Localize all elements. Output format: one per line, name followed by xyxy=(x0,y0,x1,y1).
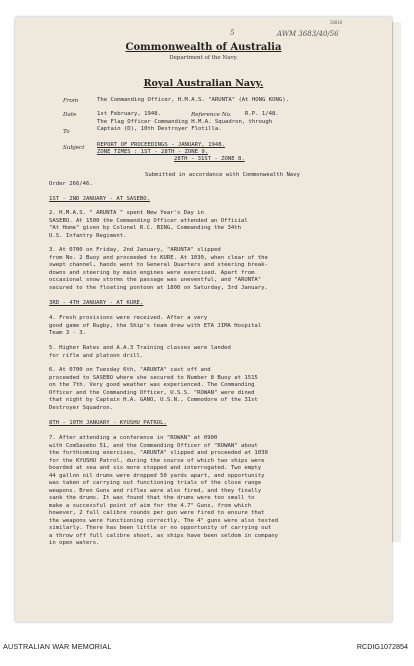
section-heading: 1ST - 2ND JANUARY - AT SASEBO. xyxy=(49,196,151,202)
subject-label: Subject xyxy=(63,145,85,151)
service-heading: Royal Australian Navy. xyxy=(143,78,264,89)
paragraph-line: was taken of carrying out functioning trials of the close range xyxy=(49,480,262,486)
reference-value: R.P. 1/48. xyxy=(245,111,279,117)
date-value: 1st February, 1948. xyxy=(97,111,161,117)
reference-label: Reference No. xyxy=(191,112,232,118)
paragraph-line: 6. At 0700 on Tuesday 6th, "ARUNTA" cast off and xyxy=(49,367,211,373)
to-value-line1: The Flag Officer Commanding H.M.A. Squadron, through xyxy=(97,119,273,125)
from-value: The Commanding Officer, H.M.A.S. "ARUNTA" (At HONG KONG). xyxy=(97,97,289,103)
record-id: RCDIG1072854 xyxy=(356,642,408,651)
paragraph-line: Officer and the Commanding Officer, U.S.S. "ROWAN" were dined xyxy=(49,389,255,396)
subject-line2: ZONE TIMES : 1ST - 28TH - ZONE 9. xyxy=(97,149,209,155)
paragraph-line: a throw off full calibre shoot, as ships have been seldom in company xyxy=(49,532,279,539)
paragraph-line: weapons. Bren Guns and rifles were also fired, and they finally xyxy=(49,487,262,494)
reference-stamp: 20018 xyxy=(330,20,343,25)
paragraph-line: the weapons were functioning correctly. The 4" guns were also tested xyxy=(49,517,279,524)
paragraph-line: U.S. Infantry Regiment. xyxy=(49,232,127,239)
intro-line2: Order 266/46. xyxy=(49,181,93,187)
to-label: To xyxy=(63,129,70,135)
section-heading: 8TH - 10TH JANUARY - KYUSHU PATROL. xyxy=(49,420,167,426)
paragraph-line: make a successful point of aim for the 4.7" Guns, from which xyxy=(49,502,252,509)
paragraph-line: for rifle and platoon drill. xyxy=(49,352,144,359)
paragraph-line: 2. H.M.A.S. " ARUNTA " spent New Year's Day in xyxy=(49,210,204,216)
paragraph-line: in open waters. xyxy=(49,540,100,546)
paragraph-line: for the KYUSHU Patrol, during the course of which two ships were xyxy=(49,457,265,464)
paragraph-line: from No. 2 Buoy and proceeded to KURE. At 1030, when clear of the xyxy=(49,254,268,261)
archive-footer xyxy=(0,626,414,666)
paragraph-line: "At Home" given by Colonel R.C. BING, Commanding the 34th xyxy=(49,225,241,231)
paragraph-line: SASEBO. At 1500 the Commanding Officer attended an Official xyxy=(49,217,248,224)
subject-line1: REPORT OF PROCEEDINGS - JANUARY, 1948. xyxy=(97,142,225,148)
paragraph-line: downs and steering by main engines were exercised. Apart from xyxy=(49,269,255,276)
page-number-handwritten: 5 xyxy=(230,29,235,37)
subject-line3: 28TH - 31ST - ZONE 8. xyxy=(174,156,245,162)
paragraph-line: 4. Fresh provisions were received. After a very xyxy=(49,315,208,321)
paragraph-line: swept channel, hands went to General Quarters and steering break- xyxy=(49,262,268,268)
date-label: Date xyxy=(63,112,77,118)
document-page xyxy=(15,17,392,622)
paragraph-line: with ComSasebo 51, and the Commanding Officer of "ROWAN" about xyxy=(49,442,258,449)
paragraph-line: 7. After attending a conference in "ROWAN" at 0900 xyxy=(49,435,218,441)
file-reference-handwritten: AWM 3683/40/56 xyxy=(277,30,339,38)
paragraph-line: 44 gallon oil drums were dropped 50 yards apart, and opportunity xyxy=(49,472,265,479)
intro-line1: Submitted in accordance with Commonwealth Navy xyxy=(145,172,300,178)
paragraph-line: sank the drums. It was found that the drums were too small to xyxy=(49,495,255,501)
paragraph-line: Team 3 - 3. xyxy=(49,330,87,336)
document-title: Commonwealth of Australia xyxy=(125,42,282,53)
paragraph-line: Destroyer Squadron. xyxy=(49,404,113,411)
page-edge-tab xyxy=(392,22,401,542)
paragraph-line: boarded at sea and six more stopped and interrogated. Two empty xyxy=(49,465,262,471)
paragraph-line: 5. Higher Rates and A.A.3 Training classes were landed xyxy=(49,345,231,351)
paragraph-line: similarly. There has been little or no opportunity of carrying out xyxy=(49,525,272,531)
paragraph-line: good game of Rugby, the Ship's team drew with ETA JIMA Hospital xyxy=(49,322,262,329)
paragraph-line: however, 2 full calibre rounds per gun were fired to ensure that xyxy=(49,510,265,516)
paragraph-line: the forthcoming exercises, "ARUNTA" slipped and proceeded at 1030 xyxy=(49,450,268,456)
paragraph-line: proceeded to SASEBO where she secured to Number 8 Buoy at 1515 xyxy=(49,374,258,381)
paragraph-line: on the 7th. Very good weather was experienced. The Commanding xyxy=(49,382,255,388)
section-heading: 3RD - 4TH JANUARY - AT KURE. xyxy=(49,300,144,306)
department-subtitle: Department of the Navy. xyxy=(169,55,238,61)
paragraph-line: occasional snow storms the passage was uneventful, and "ARUNTA" xyxy=(49,277,262,283)
paragraph-line: secured to the floating pontoon at 1800 on Saturday, 3rd January. xyxy=(49,284,268,291)
to-value-line2: Captain (D), 10th Destroyer Flotilla. xyxy=(97,126,222,132)
paragraph-line: 3. At 0700 on Friday, 2nd January, "ARUNTA" slipped xyxy=(49,247,221,253)
archive-name: AUSTRALIAN WAR MEMORIAL xyxy=(3,642,112,651)
from-label: From xyxy=(63,98,79,104)
paragraph-line: that night by Captain H.A. GANO, U.S.N., Commodore of the 31st xyxy=(49,397,258,403)
